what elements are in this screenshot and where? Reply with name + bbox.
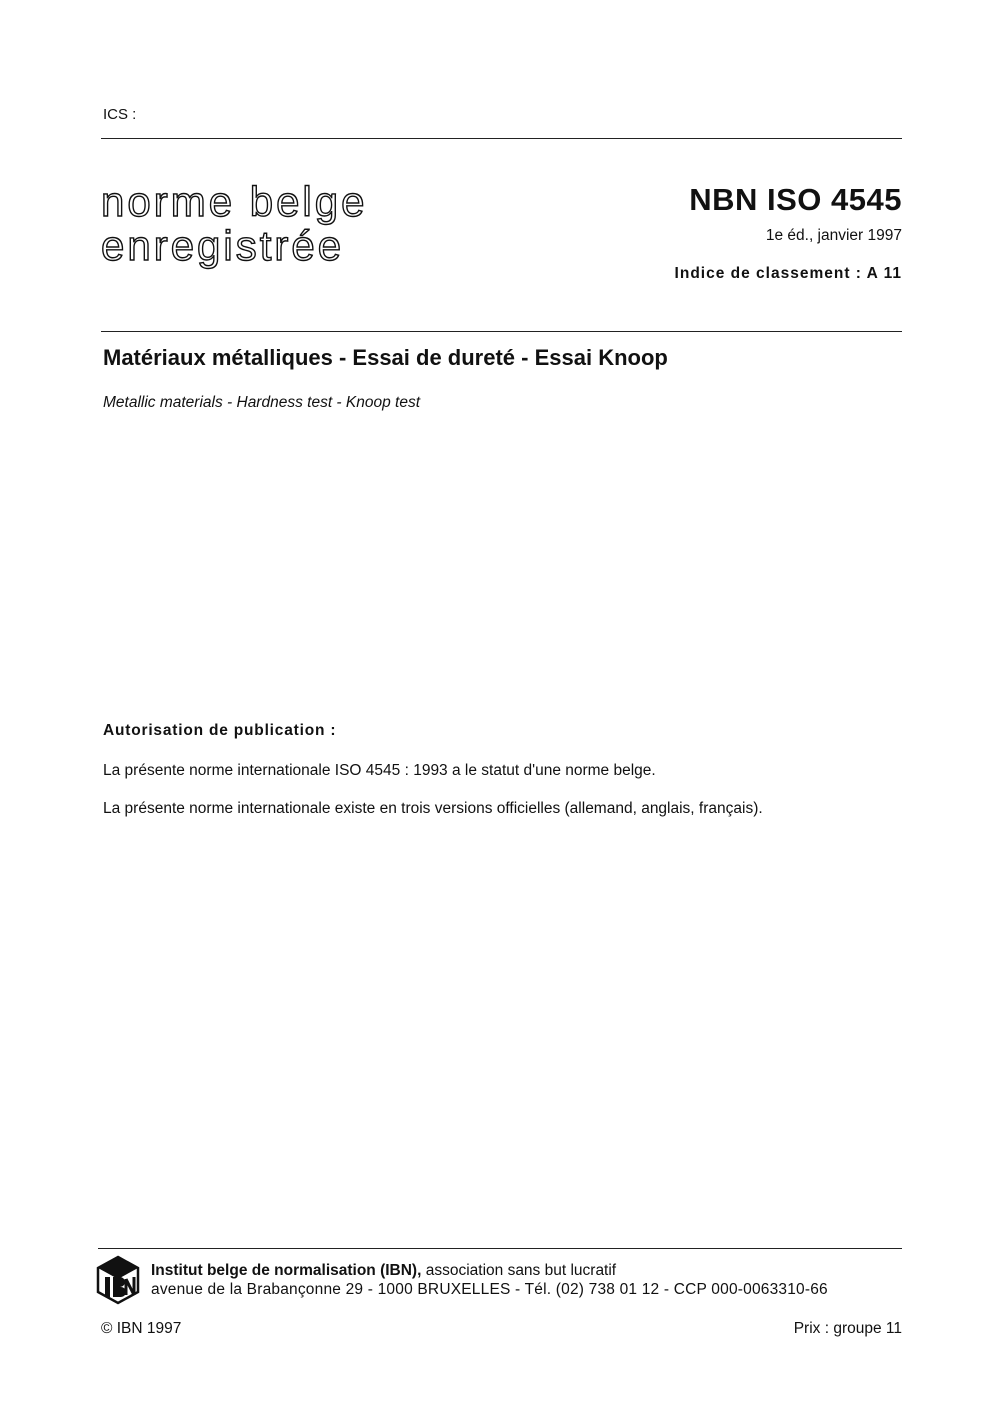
ibn-logo-icon <box>96 1255 140 1305</box>
authorisation-paragraph-2: La présente norme internationale existe en trois versions officielles (allemand, anglais, français). <box>103 800 763 817</box>
standard-number: NBN ISO 4545 <box>689 182 902 217</box>
price-group: Prix : groupe 11 <box>793 1320 902 1337</box>
authorisation-heading: Autorisation de publication : <box>103 722 337 739</box>
institute-name: Institut belge de normalisation (IBN), <box>151 1262 422 1279</box>
ics-label: ICS : <box>103 106 137 123</box>
title-rule <box>101 331 902 332</box>
document-title-english: Metallic materials - Hardness test - Knoop test <box>103 394 421 411</box>
top-rule <box>101 138 902 139</box>
brand-title-line2: enregistrée <box>101 222 345 269</box>
institute-type: association sans but lucratif <box>421 1262 617 1279</box>
footer-rule <box>98 1248 902 1249</box>
authorisation-paragraph-1: La présente norme internationale ISO 4545 : 1993 a le statut d'une norme belge. <box>103 762 656 779</box>
edition-date: 1e éd., janvier 1997 <box>765 227 902 244</box>
copyright: © IBN 1997 <box>101 1320 182 1337</box>
brand-title-line1: norme belge <box>101 178 368 225</box>
institute-line <box>151 1262 616 1280</box>
institute-address: avenue de la Brabançonne 29 - 1000 BRUXELLES - Tél. (02) 738 01 12 - CCP 000-0063310-66 <box>151 1281 828 1298</box>
document-title-french: Matériaux métalliques - Essai de dureté - Essai Knoop <box>103 345 668 370</box>
classification-index: Indice de classement : A 11 <box>674 265 902 282</box>
